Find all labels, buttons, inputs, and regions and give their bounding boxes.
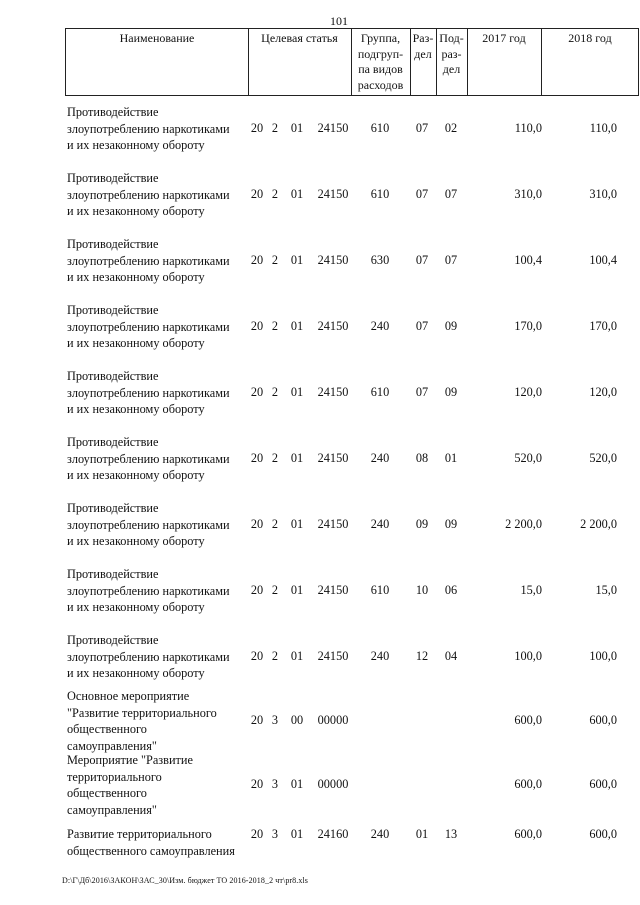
row-name: Противодействие злоупотреблению наркотиками и их незаконному обороту xyxy=(67,369,230,416)
cell-y2018: 100,0 xyxy=(589,649,617,663)
cell-m: 01 xyxy=(290,583,304,597)
cell-d: 24150 xyxy=(317,583,349,597)
cell-group: 610 xyxy=(370,121,390,135)
cell-y2017: 600,0 xyxy=(514,713,542,727)
cell-p: 20 xyxy=(250,121,264,135)
cell-p: 20 xyxy=(250,187,264,201)
cell-s: 3 xyxy=(271,777,279,791)
cell-s: 2 xyxy=(271,385,279,399)
cell-s: 2 xyxy=(271,253,279,267)
cell-m: 01 xyxy=(290,319,304,333)
cell-d: 00000 xyxy=(317,713,349,727)
cell-y2018: 110,0 xyxy=(589,121,617,135)
cell-d: 24150 xyxy=(317,385,349,399)
cell-sec: 07 xyxy=(415,121,429,135)
cell-sec: 12 xyxy=(415,649,429,663)
cell-sub: 13 xyxy=(444,827,458,841)
cell-d: 24150 xyxy=(317,121,349,135)
cell-group: 240 xyxy=(370,827,390,841)
header-2017: 2017 год xyxy=(482,31,526,45)
cell-y2018: 100,4 xyxy=(589,253,617,267)
cell-y2017: 520,0 xyxy=(514,451,542,465)
cell-sec: 07 xyxy=(415,385,429,399)
cell-m: 01 xyxy=(290,517,304,531)
cell-group: 630 xyxy=(370,253,390,267)
cell-y2017: 600,0 xyxy=(514,827,542,841)
cell-s: 2 xyxy=(271,583,279,597)
cell-d: 24150 xyxy=(317,319,349,333)
header-group: Группа, подгруп- па видов расходов xyxy=(357,31,404,92)
row-name: Противодействие злоупотреблению наркотиками и их незаконному обороту xyxy=(67,567,230,614)
cell-sec: 07 xyxy=(415,319,429,333)
cell-s: 2 xyxy=(271,649,279,663)
cell-group: 610 xyxy=(370,583,390,597)
cell-m: 01 xyxy=(290,253,304,267)
row-name: Противодействие злоупотреблению наркотиками и их незаконному обороту xyxy=(67,633,230,680)
cell-p: 20 xyxy=(250,253,264,267)
cell-y2017: 120,0 xyxy=(514,385,542,399)
cell-sec: 10 xyxy=(415,583,429,597)
cell-s: 2 xyxy=(271,121,279,135)
header-section: Раз- дел xyxy=(412,31,434,61)
cell-m: 01 xyxy=(290,777,304,791)
cell-group: 240 xyxy=(370,649,390,663)
cell-y2018: 2 200,0 xyxy=(580,517,617,531)
cell-p: 20 xyxy=(250,451,264,465)
cell-d: 24150 xyxy=(317,451,349,465)
cell-s: 3 xyxy=(271,827,279,841)
cell-m: 00 xyxy=(290,713,304,727)
cell-y2017: 110,0 xyxy=(514,121,542,135)
cell-m: 01 xyxy=(290,187,304,201)
file-path-footer: D:\Г\Дб\2016\ЗАКОН\ЗАС_30\Изм. бюджет ТО 2016-2018_2 чт\pr8.xls xyxy=(62,876,309,885)
cell-y2017: 170,0 xyxy=(514,319,542,333)
header-name: Наименование xyxy=(119,31,195,45)
cell-sec: 09 xyxy=(415,517,429,531)
cell-y2018: 15,0 xyxy=(595,583,617,597)
cell-y2017: 310,0 xyxy=(514,187,542,201)
cell-y2018: 120,0 xyxy=(589,385,617,399)
cell-s: 2 xyxy=(271,319,279,333)
cell-sub: 09 xyxy=(444,385,458,399)
cell-y2017: 2 200,0 xyxy=(505,517,542,531)
cell-m: 01 xyxy=(290,121,304,135)
row-name: Противодействие злоупотреблению наркотиками и их незаконному обороту xyxy=(67,303,230,350)
cell-y2018: 600,0 xyxy=(589,777,617,791)
cell-group: 240 xyxy=(370,451,390,465)
cell-y2017: 100,4 xyxy=(514,253,542,267)
cell-sec: 08 xyxy=(415,451,429,465)
cell-sub: 01 xyxy=(444,451,458,465)
cell-d: 00000 xyxy=(317,777,349,791)
row-name: Противодействие злоупотреблению наркотиками и их незаконному обороту xyxy=(67,501,230,548)
cell-sub: 02 xyxy=(444,121,458,135)
cell-p: 20 xyxy=(250,583,264,597)
cell-p: 20 xyxy=(250,385,264,399)
cell-d: 24150 xyxy=(317,517,349,531)
cell-sub: 07 xyxy=(444,253,458,267)
cell-sec: 07 xyxy=(415,187,429,201)
cell-y2017: 15,0 xyxy=(520,583,542,597)
cell-s: 2 xyxy=(271,517,279,531)
cell-group: 610 xyxy=(370,187,390,201)
cell-p: 20 xyxy=(250,713,264,727)
cell-d: 24150 xyxy=(317,187,349,201)
table-header xyxy=(65,28,639,96)
cell-group: 240 xyxy=(370,517,390,531)
cell-s: 2 xyxy=(271,187,279,201)
cell-sub: 09 xyxy=(444,319,458,333)
header-2018: 2018 год xyxy=(568,31,612,45)
row-name: Противодействие злоупотреблению наркотиками и их незаконному обороту xyxy=(67,435,230,482)
cell-s: 2 xyxy=(271,451,279,465)
cell-y2018: 520,0 xyxy=(589,451,617,465)
row-name: Развитие территориального общественного самоуправления xyxy=(67,827,235,858)
header-target: Целевая статья xyxy=(261,31,338,45)
cell-y2018: 600,0 xyxy=(589,713,617,727)
row-name: Мероприятие "Развитие территориального общественного самоуправления" xyxy=(67,753,193,817)
cell-y2018: 310,0 xyxy=(589,187,617,201)
header-subsection: Под- раз- дел xyxy=(439,31,464,76)
cell-group: 240 xyxy=(370,319,390,333)
cell-m: 01 xyxy=(290,649,304,663)
cell-y2018: 600,0 xyxy=(589,827,617,841)
cell-m: 01 xyxy=(290,385,304,399)
cell-sec: 01 xyxy=(415,827,429,841)
page-number: 101 xyxy=(330,14,348,28)
cell-m: 01 xyxy=(290,827,304,841)
cell-p: 20 xyxy=(250,649,264,663)
cell-y2018: 170,0 xyxy=(589,319,617,333)
cell-d: 24150 xyxy=(317,649,349,663)
cell-p: 20 xyxy=(250,319,264,333)
cell-sub: 07 xyxy=(444,187,458,201)
row-name: Основное мероприятие "Развитие территориального общественного самоуправления" xyxy=(67,689,217,753)
cell-p: 20 xyxy=(250,517,264,531)
cell-s: 3 xyxy=(271,713,279,727)
cell-sec: 07 xyxy=(415,253,429,267)
cell-sub: 04 xyxy=(444,649,458,663)
cell-m: 01 xyxy=(290,451,304,465)
cell-sub: 06 xyxy=(444,583,458,597)
row-name: Противодействие злоупотреблению наркотиками и их незаконному обороту xyxy=(67,237,230,284)
cell-y2017: 100,0 xyxy=(514,649,542,663)
cell-d: 24150 xyxy=(317,253,349,267)
cell-d: 24160 xyxy=(317,827,349,841)
cell-sub: 09 xyxy=(444,517,458,531)
cell-p: 20 xyxy=(250,777,264,791)
cell-p: 20 xyxy=(250,827,264,841)
row-name: Противодействие злоупотреблению наркотиками и их незаконному обороту xyxy=(67,171,230,218)
cell-group: 610 xyxy=(370,385,390,399)
cell-y2017: 600,0 xyxy=(514,777,542,791)
row-name: Противодействие злоупотреблению наркотиками и их незаконному обороту xyxy=(67,105,230,152)
